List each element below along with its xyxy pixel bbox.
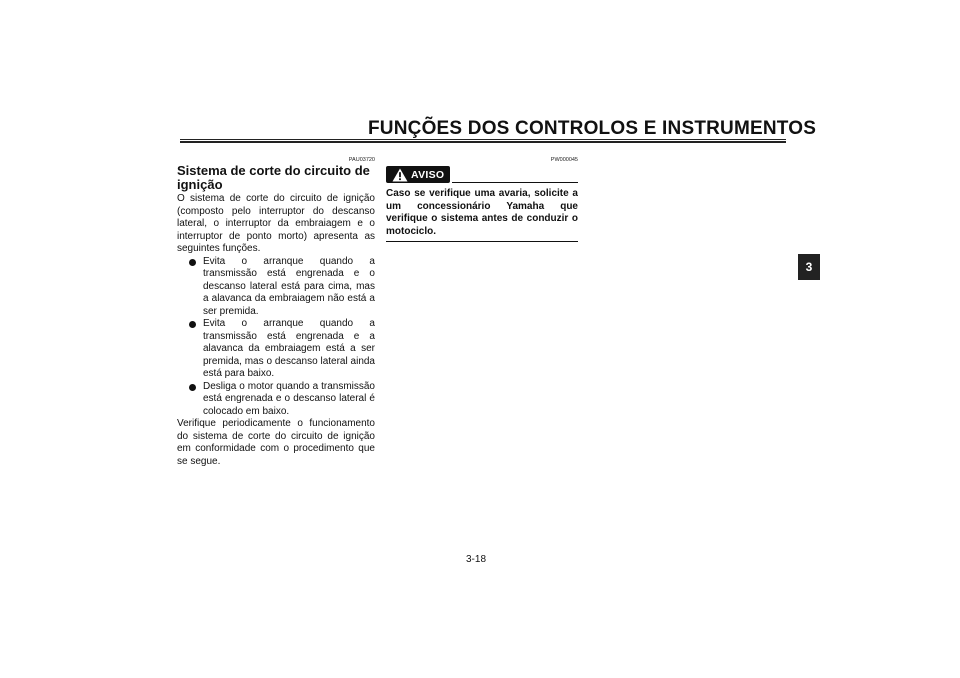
list-item-text: Evita o arranque quando a transmissão está engrenada e o descanso lateral está para cima, mas a alavanca da embraiagem não está a ser premida. [203, 255, 375, 317]
list-item [177, 256, 375, 319]
warning-triangle-icon [392, 168, 408, 182]
warning-rule-top [452, 182, 578, 183]
bullet-icon [189, 384, 196, 391]
list-item-text: Desliga o motor quando a transmissão está engrenada e o descanso lateral é colocado em baixo. [203, 380, 375, 417]
warning-rule-bottom [386, 241, 578, 242]
warning-text: Caso se verifique uma avaria, solicite a um concessionário Yamaha que verifique o sistema antes de conduzir o motociclo. [386, 188, 578, 237]
intro-paragraph: O sistema de corte do circuito de ignição (composto pelo interruptor do descanso lateral, o interruptor da embraiagem e o interruptor de ponto morto) apresenta as seguintes funções. [177, 193, 375, 254]
chapter-tab: 3 [798, 254, 820, 280]
list-item [177, 381, 375, 419]
warning-code: PW000045 [550, 157, 578, 163]
header-rule-thick [180, 141, 786, 143]
left-column [177, 156, 375, 468]
bullet-icon [189, 321, 196, 328]
section-code: PAU03720 [348, 157, 375, 163]
page-number: 3-18 [466, 554, 487, 565]
list-item-text: Evita o arranque quando a transmissão está engrenada e a alavanca da embraiagem está a ser premida, mas o descanso lateral ainda está para baixo. [203, 318, 375, 379]
header-rule-thin [180, 139, 786, 140]
right-column [386, 156, 578, 242]
page-header-title: FUNÇÕES DOS CONTROLOS E INSTRUMENTOS [368, 118, 817, 139]
warning-badge-label: AVISO [411, 168, 445, 181]
closing-paragraph: Verifique periodicamente o funcionamento do sistema de corte do circuito de ignição em conformidade com o procedimento que se segue. [177, 418, 375, 467]
list-item [177, 318, 375, 381]
function-list [177, 256, 375, 419]
warning-header [386, 166, 578, 184]
warning-badge [386, 166, 450, 183]
bullet-icon [189, 259, 196, 266]
section-title: Sistema de corte do circuito de ignição [177, 163, 370, 192]
